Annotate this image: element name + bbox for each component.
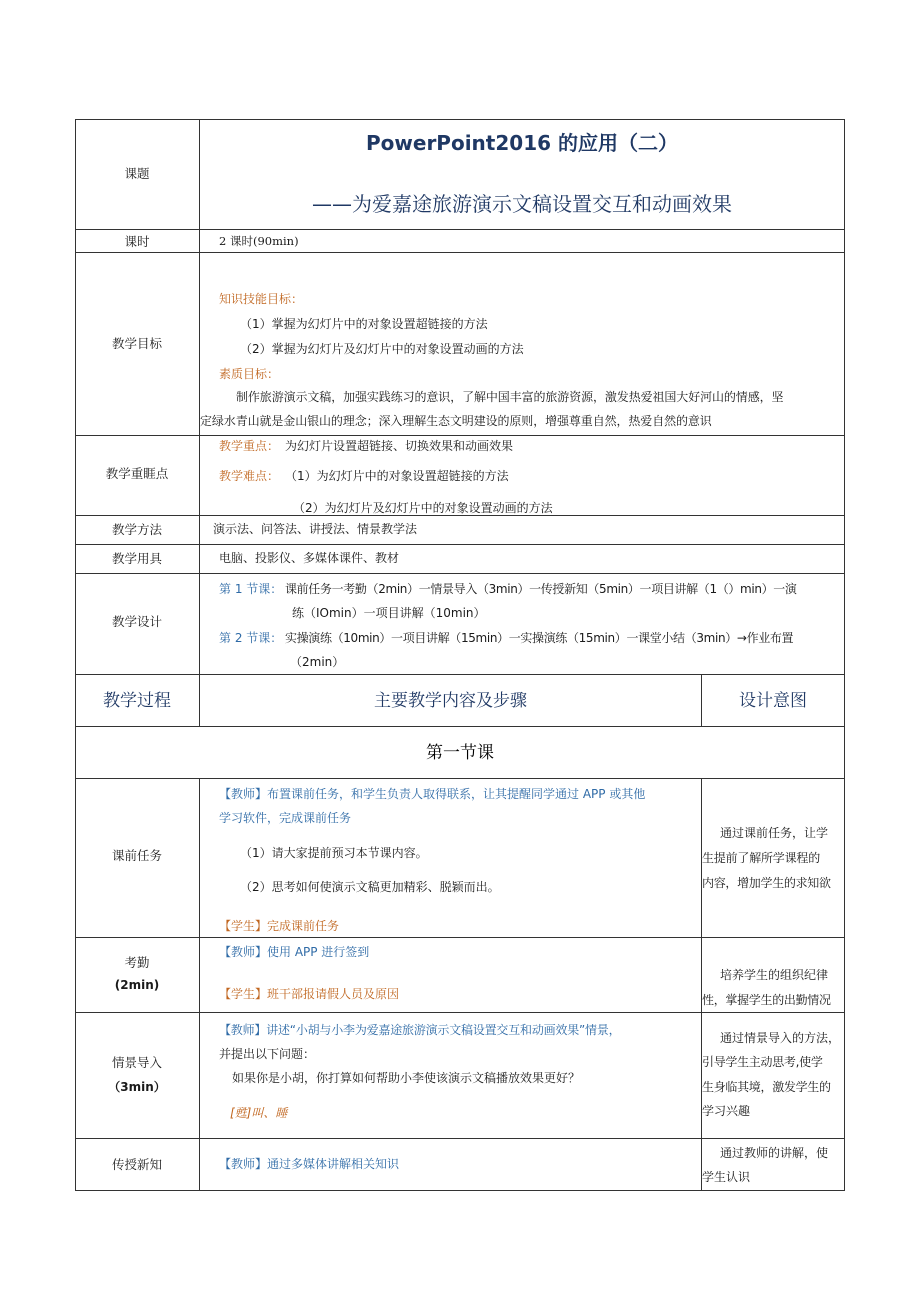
design-label: 教学设计 [111,614,162,629]
attendance-intent-line-2: 性，掌握学生的出勤情况 [702,993,831,1007]
border-intent-col-body [701,778,702,1191]
lesson2-line-2: （2min） [290,655,345,669]
header-content: 主要教学内容及步骤 [374,691,527,711]
border-top [75,119,845,120]
border-bottom [75,1190,845,1191]
pretask-student: 【学生】完成课前任务 [219,919,340,933]
teach-teacher: 【教师】通过多媒体讲解相关知识 [219,1157,400,1171]
header-intent: 设计意图 [739,691,807,711]
section-title: 第一节课 [426,743,494,763]
tools-value: 电脑、投影仪、多媒体课件、教材 [219,551,400,565]
quality-heading: 素质目标： [219,367,280,381]
lesson2-label: 第 2 节课： [219,631,283,645]
lesson1-line-2: 练（IOmin）一项目讲解（10min） [292,606,486,620]
attendance-label: 考勤 [124,955,150,970]
pretask-student-clip [200,914,700,937]
scenario-intent-line-4: 学习兴趣 [702,1104,751,1118]
border-header-bottom [75,726,845,727]
hours-value: 2 课时(90min) [219,234,299,248]
difficulty-item-2: （2）为幻灯片及幻灯片中的对象设置动画的方法 [293,501,553,515]
difficulty-item-2-clip [200,496,700,515]
border-left [75,119,76,1191]
difficulty-label: 教学难点： [219,469,280,483]
course-title: PowerPoint2016 的应用（二） [366,131,678,155]
tools-label: 教学用具 [111,551,162,566]
border-methods-bottom [75,544,845,545]
border-attendance-bottom [75,1012,845,1013]
focus-label: 教学重点： [219,439,280,453]
attendance-intent-line-1: 培养学生的组织纪律 [720,968,829,982]
scenario-teacher-line-2: 并提出以下问题： [219,1047,316,1061]
border-keypoints-bottom [75,515,845,516]
methods-label: 教学方法 [111,522,162,537]
pretask-teacher-line-1: 【教师】布置课前任务，和学生负责人取得联系，让其提醒同学通过 APP 或其他 [219,787,646,801]
attendance-teacher: 【教师】使用 APP 进行签到 [219,945,370,959]
pretask-intent-line-1: 通过课前任务，让学 [720,826,829,840]
course-subtitle: ——为爱嘉途旅游演示文稿设置交互和动画效果 [312,192,732,216]
scenario-time: （3min） [108,1080,166,1094]
attendance-student: 【学生】班干部报请假人员及原因 [219,987,400,1001]
border-hours-bottom [75,252,845,253]
border-tools-bottom [75,573,845,574]
border-right [844,119,845,1191]
header-process: 教学过程 [103,691,171,711]
title-label: 课题 [124,166,150,181]
teach-intent-line-1: 通过教师的讲解，使 [720,1146,829,1160]
scenario-student: [甦]叫、睡 [230,1106,288,1120]
lesson1-line-1: 课前任务一考勤（2min）一情景导入（3min）一传授新知（5min）一项目讲解（1（）min）一演 [285,582,797,596]
pretask-teacher-line-2: 学习软件，完成课前任务 [219,811,352,825]
quality-line-1: 制作旅游演示文稿，加强实践练习的意识，了解中国丰富的旅游资源，激发热爱祖国大好河山的情感，坚 [236,390,784,404]
border-objectives-bottom [75,435,845,436]
focus-text: 为幻灯片设置超链接、切换效果和动画效果 [285,439,514,453]
objectives-label: 教学目标 [111,336,162,351]
hours-label: 课时 [124,234,150,249]
difficulty-item-1: （1）为幻灯片中的对象设置超链接的方法 [285,469,509,483]
pretask-intent-line-2: 生提前了解所学课程的 [702,851,821,865]
border-scenario-bottom [75,1138,845,1139]
lesson2-line-1: 实操演练（10min）一项目讲解（15min）一实操演练（15min）一课堂小结（3min）→作业布置 [285,631,794,645]
lesson1-label: 第 1 节课： [219,582,283,596]
border-label-col-bottom [199,778,200,1191]
border-title-bottom [75,229,845,230]
attendance-time: (2min) [114,978,160,992]
scenario-intent-line-2: 引导学生主动思考,使学 [702,1055,823,1069]
scenario-question: 如果你是小胡，你打算如何帮助小李使该演示文稿播放效果更好？ [232,1071,581,1085]
teach-label: 传授新知 [111,1157,162,1172]
methods-value: 演示法、问答法、讲授法、情景教学法 [213,522,418,536]
knowledge-heading: 知识技能目标： [219,292,304,306]
quality-line-2: 定绿水青山就是金山银山的理念；深入理解生态文明建设的原则，增强尊重自然，热爱自然的意识 [200,414,712,428]
scenario-intent-line-3: 生身临其境，激发学生的 [702,1080,831,1094]
teach-intent-line-2: 学生认识 [702,1170,751,1184]
knowledge-item-1: （1）掌握为幻灯片中的对象设置超链接的方法 [240,317,488,331]
scenario-label: 情景导入 [111,1055,162,1070]
pretask-item-1: （1）请大家提前预习本节课内容。 [240,846,428,860]
scenario-intent-line-1: 通过情景导入的方法， [720,1031,841,1045]
keypoints-label: 教学重睚点 [105,466,169,481]
border-design-bottom [75,674,845,675]
border-section-bottom [75,778,845,779]
pretask-intent-line-3: 内容，增加学生的求知欲 [702,876,831,890]
knowledge-item-2: （2）掌握为幻灯片及幻灯片中的对象设置动画的方法 [240,342,524,356]
scenario-teacher-line-1: 【教师】讲述“小胡与小李为爱嘉途旅游演示文稿设置交互和动画效果”情景， [219,1023,621,1037]
border-pretask-bottom [75,937,845,938]
pretask-label: 课前任务 [111,848,162,863]
pretask-item-2: （2）思考如何使演示文稿更加精彩、脱颖而出。 [240,880,500,894]
